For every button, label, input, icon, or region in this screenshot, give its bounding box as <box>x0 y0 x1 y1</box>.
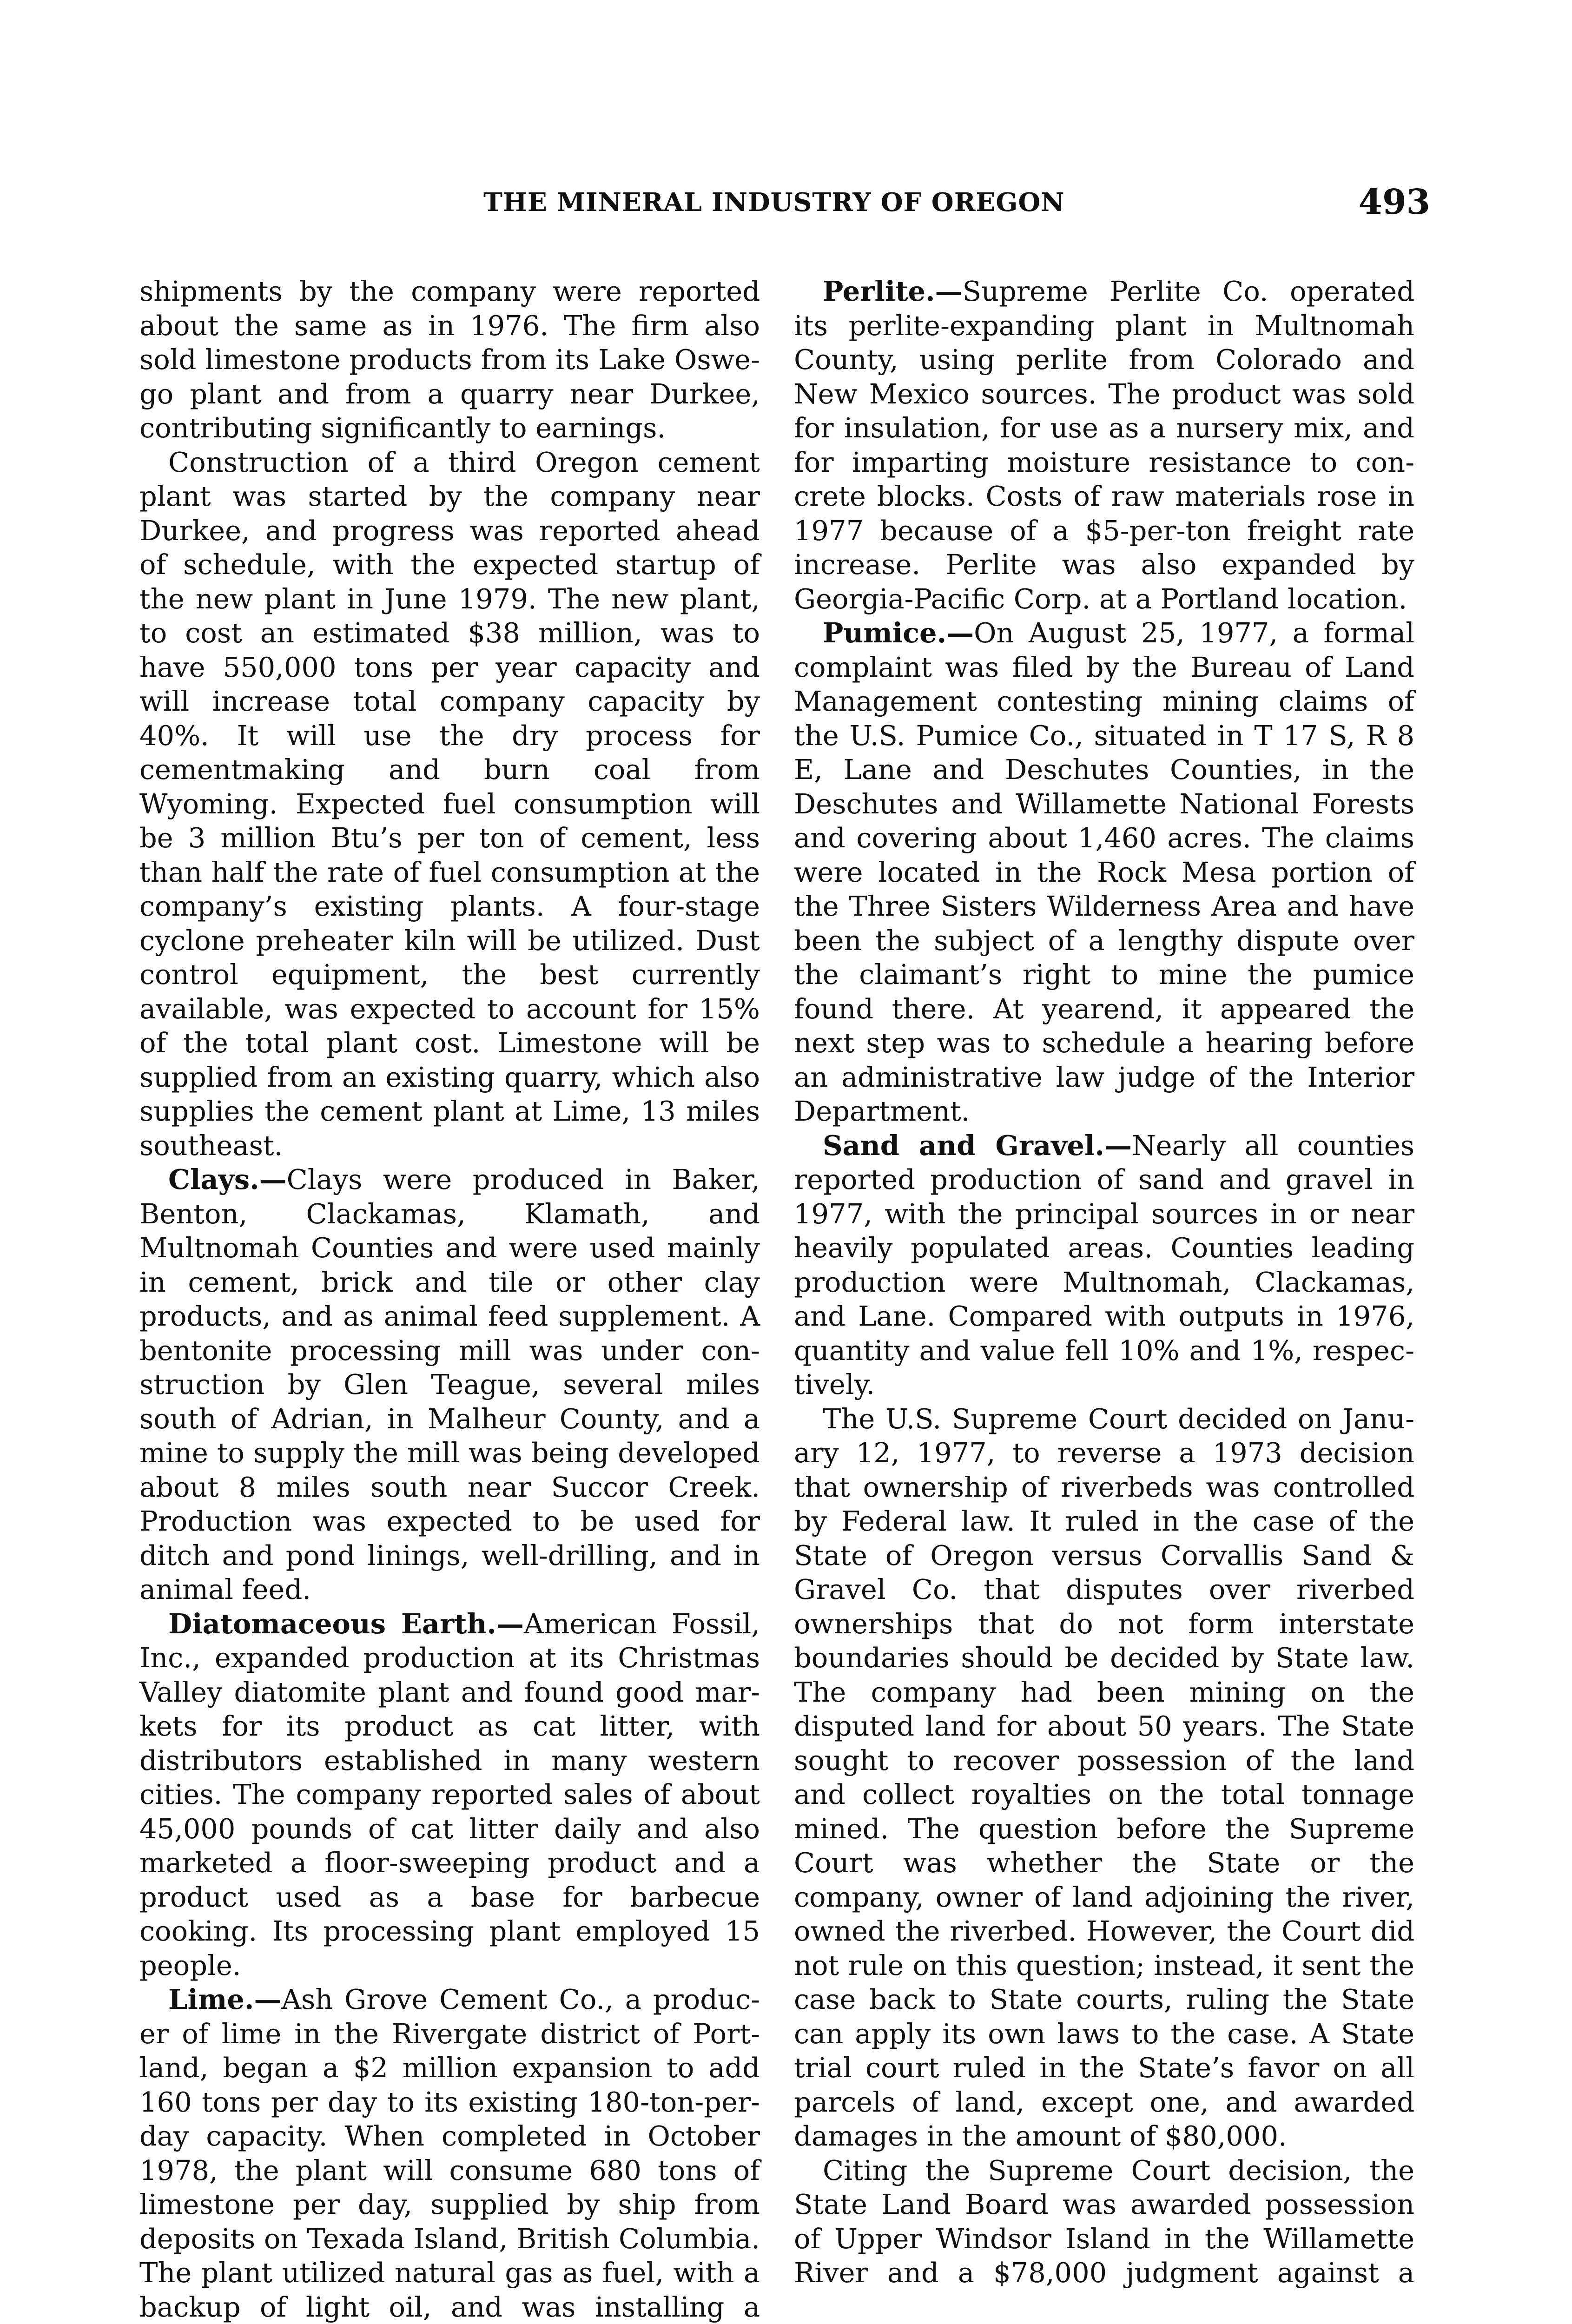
section-sand-and-gravel <box>794 1129 1414 1402</box>
right-column <box>794 274 1414 2290</box>
running-head-title: THE MINERAL INDUSTRY OF OREGON <box>483 187 1065 217</box>
section-perlite <box>794 274 1414 616</box>
heading-lime: Lime.— <box>168 1983 282 2015</box>
heading-diatomaceous-earth: Diatomaceous Earth.— <box>168 1607 524 1640</box>
paragraph-citing-decision: Citing the Supreme Court decision, the State Land Board was awarded possession of Upper Windsor Island in the Willamette River and a $78,000 judgment against a <box>794 2154 1414 2289</box>
heading-pumice: Pumice.— <box>823 617 974 649</box>
text-perlite: Supreme Perlite Co. operated its perlite-expanding plant in Multnomah County, using perlite from Colorado and New Mexico sources. The product was sold for insulation, for use as a nursery mix, and for imparting moisture resistance to concrete blocks. Costs of raw materials rose in 1977 because of a $5-per-ton freight rate increase. Perlite was also expanded by Georgia-Pacific Corp. at a Portland location. <box>794 275 1414 615</box>
heading-sand-and-gravel: Sand and Gravel.— <box>823 1129 1132 1162</box>
section-pumice <box>794 616 1414 1129</box>
section-lime <box>139 1982 760 2324</box>
paragraph-shipments: shipments by the company were reported about the same as in 1976. The firm also sold limestone products from its Lake Oswego plant and from a quarry near Durkee, contributing significantly to earnings. <box>139 275 760 444</box>
paragraph-supreme-court: The U.S. Supreme Court decided on January 12, 1977, to reverse a 1973 decision that ownership of riverbeds was controlled by Federal law. It ruled in the case of the State of Oregon versus Corvallis Sand & Gravel Co. that disputes over riverbed ownerships that do not form interstate boundaries should be decided by State law. The company had been mining on the disputed land for about 50 years. The State sought to recover possession of the land and collect royalties on the total tonnage mined. The question before the Supreme Court was whether the State or the company, owner of land adjoining the river, owned the riverbed. However, the Court did not rule on this question; instead, it sent the case back to State courts, ruling the State can apply its own laws to the case. A State trial court ruled in the State’s favor on all parcels of land, except one, and awarded damages in the amount of $80,000. <box>794 1402 1414 2152</box>
text-diatomaceous-earth: American Fossil, Inc., expanded production at its Christmas Valley diatomite plant and found good markets for its product as cat litter, with distributors established in many western cities. The company reported sales of about 45,000 pounds of cat litter daily and also marketed a floor-sweeping product and a product used as a base for barbecue cooking. Its processing plant employed 15 people. <box>139 1607 760 1981</box>
text-sand-and-gravel: Nearly all counties reported production of sand and gravel in 1977, with the principal sources in or near heavily populated areas. Counties leading production were Multnomah, Clackamas, and Lane. Compared with outputs in 1976, quantity and value fell 10% and 1%, respectively. <box>794 1129 1414 1400</box>
page-number: 493 <box>1358 182 1430 222</box>
section-diatomaceous-earth <box>139 1607 760 1983</box>
left-column <box>139 274 760 2324</box>
paragraph-cement-plant: Construction of a third Oregon cement plant was started by the company near Durkee, and progress was reported ahead of schedule, with the expected startup of the new plant in June 1979. The new plant, to cost an estimated $38 million, was to have 550,000 tons per year capacity and will increase total company capacity by 40%. It will use the dry process for cementmaking and burn coal from Wyoming. Expected fuel consumption will be 3 million Btu’s per ton of cement, less than half the rate of fuel consumption at the company’s existing plants. A four-stage cyclone preheater kiln will be utilized. Dust control equipment, the best currently available, was expected to account for 15% of the total plant cost. Limestone will be supplied from an existing quarry, which also supplies the cement plant at Lime, 13 miles southeast. <box>139 446 760 1162</box>
text-lime: Ash Grove Cement Co., a producer of lime in the Rivergate district of Portland, began a $2 million expansion to add 160 tons per day to its existing 180-ton-per-day capacity. When completed in October 1978, the plant will consume 680 tons of limestone per day, supplied by ship from deposits on Texada Island, British Columbia. The plant utilized natural gas as fuel, with a backup of light oil, and was installing a <box>139 1983 760 2323</box>
heading-perlite: Perlite.— <box>823 275 963 307</box>
text-pumice: On August 25, 1977, a formal complaint was filed by the Bureau of Land Management contesting mining claims of the U.S. Pumice Co., situated in T 17 S, R 8 E, Lane and Deschutes Counties, in the Deschutes and Willamette National Forests and covering about 1,460 acres. The claims were located in the Rock Mesa portion of the Three Sisters Wilderness Area and have been the subject of a lengthy dispute over the claimant’s right to mine the pumice found there. At yearend, it appeared the next step was to schedule a hearing before an administrative law judge of the Interior Department. <box>794 617 1414 1127</box>
section-clays <box>139 1162 760 1607</box>
heading-clays: Clays.— <box>168 1163 287 1195</box>
text-clays: Clays were produced in Baker, Benton, Clackamas, Klamath, and Multnomah Counties and were used mainly in cement, brick and tile or other clay products, and as animal feed supplement. A bentonite processing mill was under construction by Glen Teague, several miles south of Adrian, in Malheur County, and a mine to supply the mill was being developed about 8 miles south near Succor Creek. Production was expected to be used for ditch and pond linings, well-drilling, and in animal feed. <box>139 1163 760 1605</box>
